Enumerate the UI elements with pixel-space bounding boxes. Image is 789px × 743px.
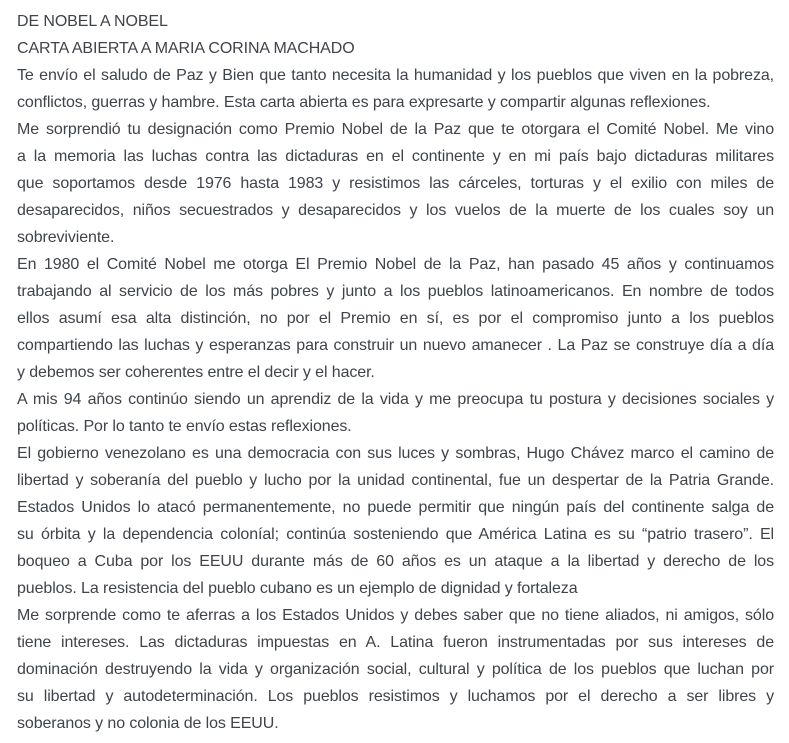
text-line: pueblos. La resistencia del pueblo cubano es un ejemplo de dignidad y fortaleza [17, 580, 578, 597]
paragraph [17, 386, 774, 440]
paragraph [17, 251, 774, 386]
text-line: sobreviviente. [17, 229, 115, 246]
text-line: dominación destruyendo la vida y organización social, cultural y política de los pueblos que luchan por [17, 661, 774, 678]
text-line: En 1980 el Comité Nobel me otorga El Premio Nobel de la Paz, han pasado 45 años y continuamos [17, 256, 774, 273]
text-line: El gobierno venezolano es una democracia con sus luces y sombras, Hugo Chávez marco el camino de [17, 445, 774, 462]
letter-title-line-1: DE NOBEL A NOBEL [17, 13, 168, 30]
text-line: políticas. Por lo tanto te envío estas reflexiones. [17, 418, 352, 435]
text-line: tiene intereses. Las dictaduras impuestas en A. Latina fueron instrumentadas por sus intereses de [17, 634, 774, 651]
text-line: y debemos ser coherentes entre el decir y el hacer. [17, 364, 375, 381]
text-line: desaparecidos, niños secuestrados y desaparecidos y los vuelos de la muerte de los cuales soy un [17, 202, 774, 219]
text-line: libertad y soberanía del pueblo y lucho por la unidad continental, fue un despertar de la Patria Grande. [17, 472, 774, 489]
text-line: soberanos y no colonia de los EEUU. [17, 715, 279, 732]
text-line: su órbita y la dependencia coloníal; continúa sosteniendo que América Latina es su “patrio trasero”. El [17, 526, 774, 543]
letter-body [17, 62, 774, 737]
text-line: A mis 94 años continúo siendo un aprendiz de la vida y me preocupa tu postura y decisiones sociales y [17, 391, 774, 408]
letter-title [17, 8, 774, 62]
text-line: Te envío el saludo de Paz y Bien que tanto necesita la humanidad y los pueblos que viven en la pobreza, [17, 67, 774, 84]
text-line: que soportamos desde 1976 hasta 1983 y resistimos las cárceles, torturas y el exilio con miles de [17, 175, 774, 192]
paragraph [17, 116, 774, 251]
paragraph [17, 602, 774, 737]
text-line: a la memoria las luchas contra las dictaduras en el continente y en mi país bajo dictaduras militares [17, 148, 774, 165]
paragraph [17, 440, 774, 602]
text-line: su libertad y autodeterminación. Los pueblos resistimos y luchamos por el derecho a ser libres y [17, 688, 774, 705]
text-line: trabajando al servicio de los más pobres y junto a los pueblos latinoamericanos. En nombre de todos [17, 283, 774, 300]
letter-title-line-2: CARTA ABIERTA A MARIA CORINA MACHADO [17, 40, 355, 57]
text-line: ellos asumí esa alta distinción, no por el Premio en sí, es por el compromiso junto a los pueblos [17, 310, 774, 327]
text-line: Me sorprendió tu designación como Premio Nobel de la Paz que te otorgara el Comité Nobel. Me vino [17, 121, 774, 138]
text-line: conflictos, guerras y hambre. Esta carta abierta es para expresarte y compartir algunas reflexiones. [17, 94, 711, 111]
text-line: boqueo a Cuba por los EEUU durante más de 60 años es un ataque a la libertad y derecho de los [17, 553, 774, 570]
paragraph [17, 62, 774, 116]
text-line: Me sorprende como te aferras a los Estados Unidos y debes saber que no tiene aliados, ni amigos, sólo [17, 607, 774, 624]
text-line: compartiendo las luchas y esperanzas para construir un nuevo amanecer . La Paz se construye día a día [17, 337, 774, 354]
text-line: Estados Unidos lo atacó permanentemente, no puede permitir que ningún país del continente salga de [17, 499, 774, 516]
